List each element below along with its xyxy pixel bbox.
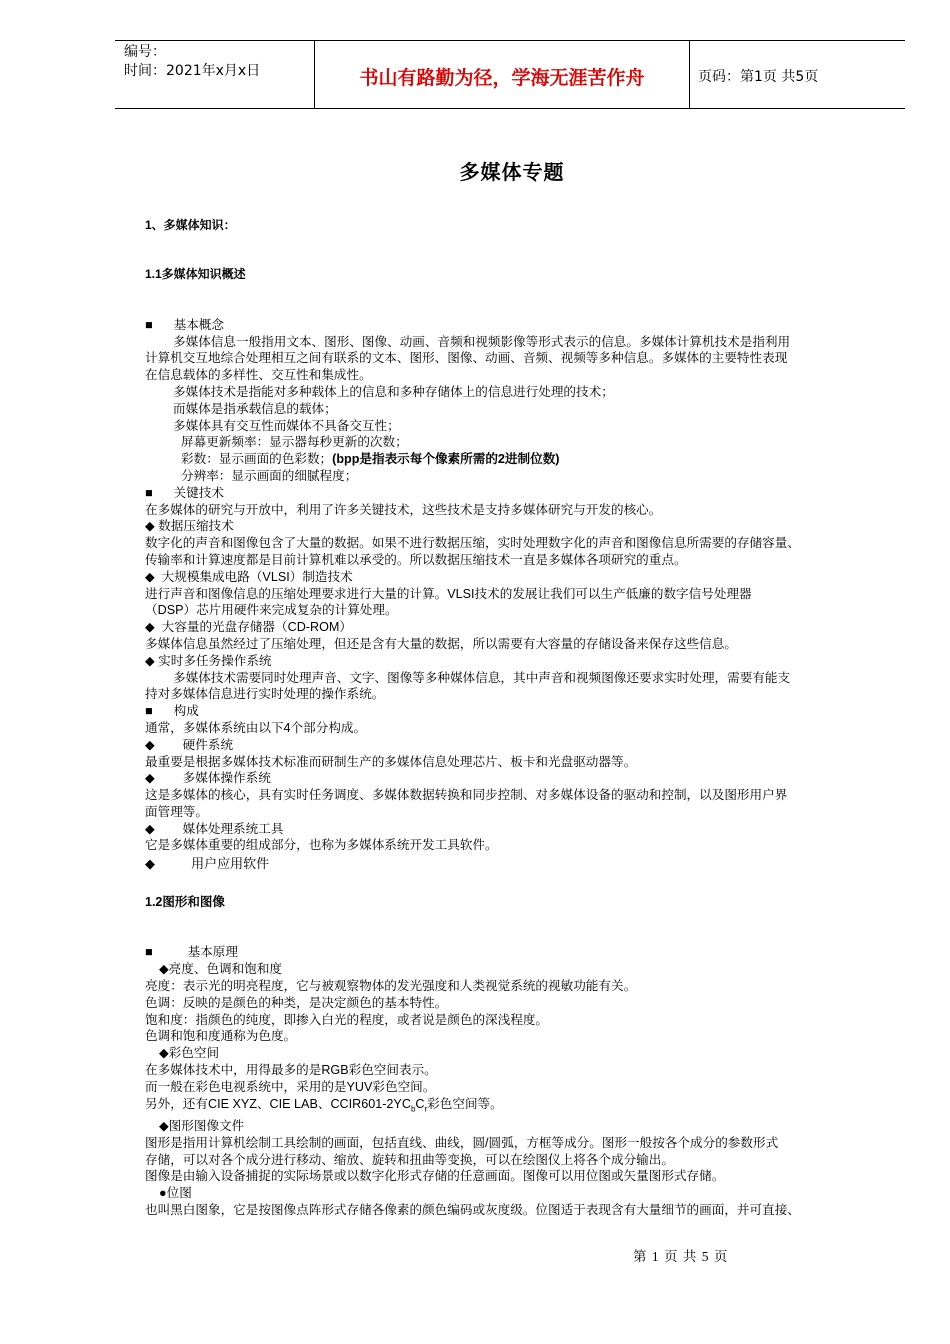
paragraph: 计算机交互地综合处理相互之间有联系的文本、图形、图像、动画、音频、视频等多种信息。多媒体的主要特性表现 <box>145 351 788 366</box>
paragraph: 数字化的声音和图像包含了大量的数据。如果不进行数据压缩，实时处理数字化的声音和图像信息所需要的存储容量、 <box>145 536 800 551</box>
paragraph: 多媒体技术是指能对多种载体上的信息和多种存储体上的信息进行处理的技术； <box>173 384 614 399</box>
topic-heading: ■ 基本概念 <box>145 317 224 332</box>
paragraph-text: C <box>415 1096 425 1111</box>
paragraph: 面管理等。 <box>145 804 208 819</box>
bullet-heading: ◆彩色空间 <box>159 1046 220 1061</box>
paragraph: 多媒体具有交互性而媒体不具备交互性； <box>173 418 400 433</box>
bullet-heading: ◆ 用户应用软件 <box>145 856 270 872</box>
bullet-heading: ◆ 实时多任务操作系统 <box>145 653 272 668</box>
paragraph: 图形是指用计算机绘制工具绘制的画面，包括直线、曲线，圆/圆弧，方框等成分。图形一般按各个成分的参数形式 <box>145 1135 779 1150</box>
paragraph <box>145 1096 890 1118</box>
paragraph: 传输率和计算速度都是目前计算机难以承受的。所以数据压缩技术一直是多媒体各项研究的重点。 <box>145 552 687 567</box>
subscript: b <box>410 1104 416 1114</box>
subsection-heading: 1.1多媒体知识概述 <box>145 267 246 282</box>
paragraph: 多媒体信息一般指用文本、图形、图像、动画、音频和视频影像等形式表示的信息。多媒体计算机技术是指利用 <box>173 334 791 349</box>
header-motto: 书山有路勤为径，学海无涯苦作舟 <box>315 41 690 108</box>
header-info <box>115 41 315 108</box>
topic-heading: ■ 关键技术 <box>145 485 224 500</box>
bullet-heading: ●位图 <box>159 1186 192 1201</box>
paragraph: 多媒体技术需要同时处理声音、文字、图像等多种媒体信息，其中声音和视频图像还要求实时处理，需要有能支 <box>173 670 791 685</box>
paragraph: 它是多媒体重要的组成部分，也称为多媒体系统开发工具软件。 <box>145 838 498 853</box>
paragraph: 图像是由输入设备捕捉的实际场景或以数字化形式存储的任意画面。图像可以用位图或矢量图形式存储。 <box>145 1169 725 1184</box>
paragraph: 在多媒体的研究与开放中，利用了许多关键技术，这些技术是支持多媒体研究与开发的核心。 <box>145 502 662 517</box>
topic-heading: ■ 基本原理 <box>145 945 238 960</box>
paragraph <box>145 451 890 468</box>
section-heading: 1、多媒体知识： <box>145 218 236 232</box>
paragraph: 分辨率：显示画面的细腻程度； <box>181 468 358 483</box>
document-title: 多媒体专题 <box>459 160 565 184</box>
paragraph: 最重要是根据多媒体技术标准而研制生产的多媒体信息处理芯片、板卡和光盘驱动器等。 <box>145 754 637 769</box>
paragraph: 通常，多媒体系统由以下4个部分构成。 <box>145 720 367 735</box>
bullet-heading: ◆ 多媒体操作系统 <box>145 771 271 786</box>
paragraph: 这是多媒体的核心，具有实时任务调度、多媒体数据转换和同步控制、对多媒体设备的驱动和控制，以及图形用户界 <box>145 788 788 803</box>
bullet-heading: ◆ 大容量的光盘存储器（CD-ROM） <box>145 620 352 635</box>
subsection-heading: 1.2图形和图像 <box>145 895 225 910</box>
bullet-heading: ◆亮度、色调和饱和度 <box>159 962 283 977</box>
paragraph: 色调和饱和度通称为色度。 <box>145 1029 297 1044</box>
paragraph: 色调：反映的是颜色的种类，是决定颜色的基本特性。 <box>145 995 448 1010</box>
paragraph: 饱和度：指颜色的纯度，即掺入白光的程度，或者说是颜色的深浅程度。 <box>145 1012 548 1027</box>
paragraph-text: 另外，还有CIE XYZ、CIE LAB、CCIR601-2YC <box>145 1096 411 1111</box>
bullet-heading: ◆ 大规模集成电路（VLSI）制造技术 <box>145 569 353 584</box>
paragraph: 进行声音和图像信息的压缩处理要求进行大量的计算。VLSI技术的发展让我们可以生产低廉的数字信号处理器 <box>145 586 752 601</box>
paragraph: 屏幕更新频率：显示器每秒更新的次数； <box>181 435 408 450</box>
paragraph: 而媒体是指承载信息的载体； <box>173 401 337 416</box>
bullet-heading: ◆ 数据压缩技术 <box>145 519 234 534</box>
subscript: r <box>424 1104 428 1114</box>
bullet-heading: ◆ 硬件系统 <box>145 737 234 752</box>
paragraph: 多媒体信息虽然经过了压缩处理，但还是含有大量的数据，所以需要有大容量的存储设备来保存这些信息。 <box>145 636 737 651</box>
paragraph: 存储，可以对各个成分进行移动、缩放、旋转和扭曲等变换，可以在绘图仪上将各个成分输出。 <box>145 1152 674 1167</box>
paragraph: （DSP）芯片用硬件来完成复杂的计算处理。 <box>145 603 398 618</box>
paragraph: 在信息载体的多样性、交互性和集成性。 <box>145 368 372 383</box>
bullet-heading: ◆ 媒体处理系统工具 <box>145 821 284 836</box>
paragraph-text: 彩数：显示画面的色彩数； <box>181 452 333 467</box>
paragraph: 也叫黑白图象，它是按图像点阵形式存储各像素的颜色编码或灰度级。位图适于表现含有大量细节的画面，并可直接、 <box>145 1202 800 1217</box>
paragraph: 亮度：表示光的明亮程度，它与被观察物体的发光强度和人类视觉系统的视敏功能有关。 <box>145 979 637 994</box>
paragraph-text: 彩色空间等。 <box>427 1096 503 1111</box>
page-footer: 第 1 页 共 5 页 <box>633 1249 729 1264</box>
topic-heading: ■ 构成 <box>145 704 199 719</box>
page-header <box>115 40 905 109</box>
header-time: 时间：2021年x月x日 <box>124 63 261 79</box>
document-body <box>145 217 890 1219</box>
paragraph: 而一般在彩色电视系统中，采用的是YUV彩色空间。 <box>145 1079 436 1094</box>
paragraph: 在多媒体技术中，用得最多的是RGB彩色空间表示。 <box>145 1063 437 1078</box>
header-number: 编号： <box>124 44 166 60</box>
paragraph: 持对多媒体信息进行实时处理的操作系统。 <box>145 687 385 702</box>
bullet-heading: ◆图形图像文件 <box>159 1118 245 1133</box>
header-page: 页码：第1页 共5页 <box>698 68 819 85</box>
paragraph-note: (bpp是指表示每个像素所需的2进制位数) <box>332 452 560 467</box>
